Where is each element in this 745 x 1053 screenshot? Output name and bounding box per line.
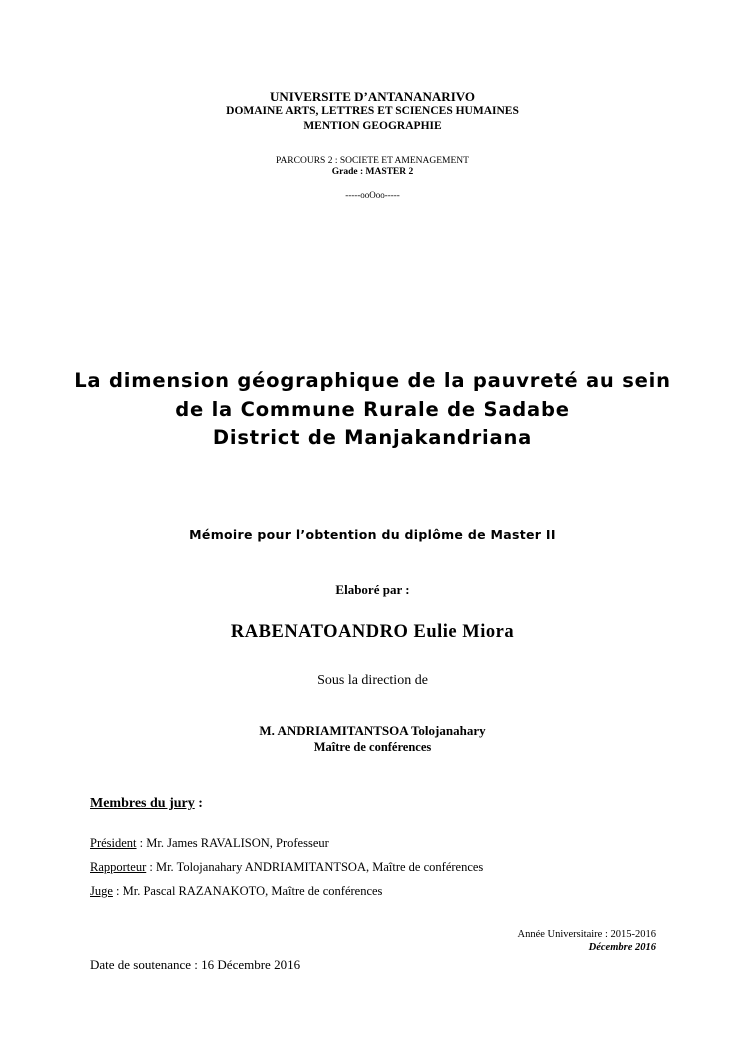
author-name: RABENATOANDRO Eulie Miora <box>230 622 515 642</box>
jury-member <box>90 860 483 875</box>
director-rank: Maître de conférences <box>313 740 432 754</box>
jury-heading <box>90 796 203 812</box>
university-name: UNIVERSITE D’ANTANANARIVO <box>270 89 475 104</box>
jury-detail: : Mr. Pascal RAZANAKOTO, Maître de conférences <box>112 884 383 898</box>
jury-role: Président <box>90 836 137 850</box>
defense-month: Décembre 2016 <box>588 942 656 953</box>
jury-detail: : Mr. James RAVALISON, Professeur <box>136 836 329 850</box>
jury-member <box>90 884 382 899</box>
thesis-title-line-2: de la Commune Rurale de Sadabe <box>175 398 570 421</box>
parcours-text: PARCOURS 2 : SOCIETE ET AMENAGEMENT <box>276 156 469 166</box>
director-name: M. ANDRIAMITANTSOA Tolojanahary <box>259 723 486 738</box>
jury-role: Rapporteur <box>90 860 147 874</box>
defense-date: Date de soutenance : 16 Décembre 2016 <box>90 957 301 972</box>
separator-ornament: -----ooOoo----- <box>345 190 400 200</box>
jury-heading-label: Membres du jury <box>90 796 195 811</box>
jury-member <box>90 836 329 851</box>
grade-text: Grade : MASTER 2 <box>331 167 414 177</box>
jury-detail: : Mr. Tolojanahary ANDRIAMITANTSOA, Maître de conférences <box>146 860 484 874</box>
jury-role: Juge <box>90 884 113 898</box>
elabore-par-label: Elaboré par : <box>335 582 410 597</box>
thesis-title-line-1: La dimension géographique de la pauvreté au sein <box>74 369 671 392</box>
direction-label: Sous la direction de <box>317 673 428 688</box>
mention-name: MENTION GEOGRAPHIE <box>303 120 442 132</box>
memoire-subtitle: Mémoire pour l’obtention du diplôme de Master II <box>189 527 556 542</box>
academic-year: Année Universitaire : 2015-2016 <box>517 929 656 940</box>
jury-heading-colon: : <box>194 796 203 811</box>
thesis-title-line-3: District de Manjakandriana <box>212 426 533 449</box>
domain-name: DOMAINE ARTS, LETTRES ET SCIENCES HUMAINES <box>226 105 519 117</box>
